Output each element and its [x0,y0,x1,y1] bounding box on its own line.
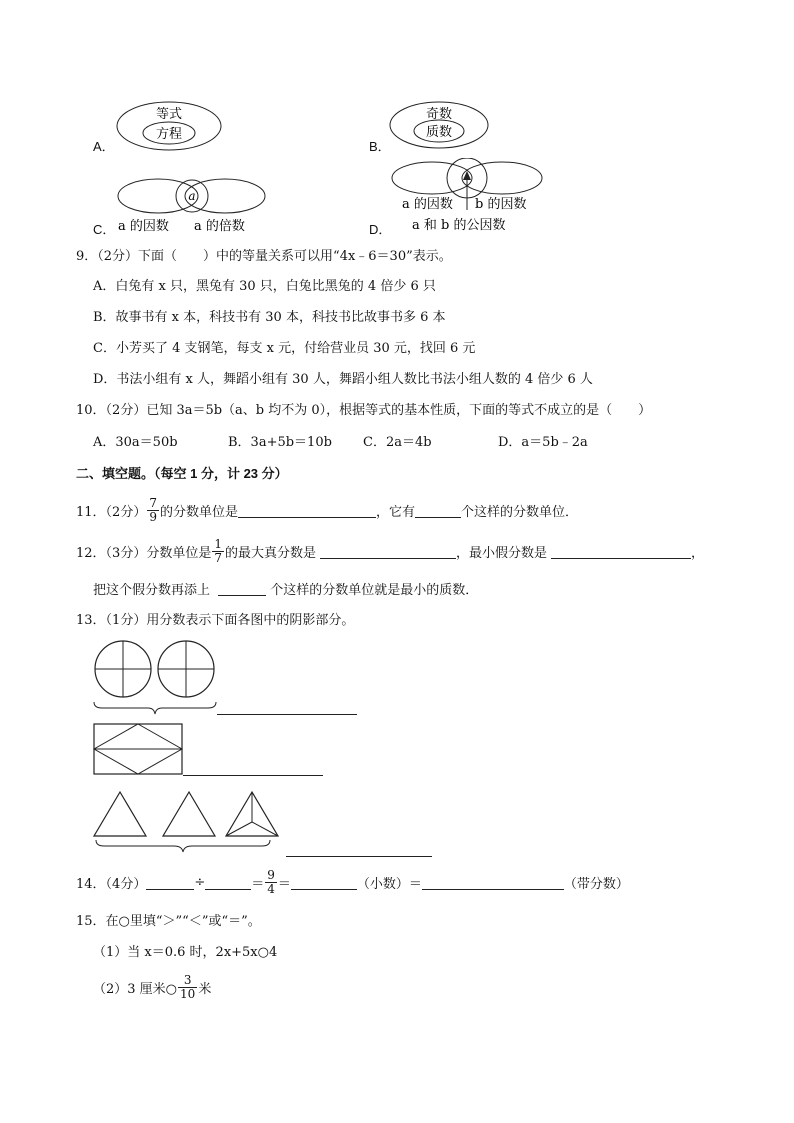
question-9-option-a: A．白兔有 x 只，黑兔有 30 只，白兔比黑兔的 4 倍少 6 只 [93,279,436,294]
question-12-text-3: ， [691,545,705,561]
diagram-d-right-label: b 的因数 [475,197,527,212]
question-14-numerator: 9 [267,867,275,882]
question-14-denominator: 4 [267,881,275,896]
option-a-letter: A． [93,139,115,154]
question-12-text-1: 的最大真分数是 [224,545,316,561]
question-15-fraction [178,974,197,1001]
answer-blank-14d[interactable] [422,875,564,890]
question-14-eq-2: ＝ [277,876,291,892]
question-11-denominator: 9 [149,509,157,524]
question-9-option-b: B．故事书有 x 本，科技书有 30 本，科技书比故事书多 6 本 [93,310,446,325]
question-15-item-1: （1）当 x＝0.6 时，2x+5x○4 [93,945,278,960]
answer-blank-13a[interactable] [217,700,357,715]
question-14-prefix: 14．（4分） [76,876,147,892]
question-11-text-1: 的分数单位是 [159,504,238,520]
question-11-fraction [147,497,159,524]
question-9-stem: 9．（2分）下面（ ）中的等量关系可以用“4x﹣6＝30”表示。 [76,249,452,264]
question-11-numerator: 7 [149,495,157,510]
question-15-item-2 [93,969,211,1005]
question-15-denominator: 10 [180,986,196,1001]
diagram-prime-in-odd [388,100,490,150]
question-15-stem: 15．在○里填“＞”“＜”或“＝”。 [76,914,261,929]
question-14-mixed-label: （带分数） [563,876,629,892]
diagram-c-right-label: a 的倍数 [194,219,245,234]
question-10-option-c: C．2a＝4b [363,435,432,450]
question-13-stem: 13．（1分）用分数表示下面各图中的阴影部分。 [76,613,355,628]
diagram-common-factor [390,158,550,236]
question-12-text-2: ，最小假分数是 [455,545,547,561]
question-11-text-2: ，它有 [375,504,415,520]
question-15-item-2-suffix: 米 [198,981,212,997]
diagram-factor-multiple [110,176,270,238]
question-12-numerator: 1 [214,536,222,551]
diagram-equation-in-equality [115,100,223,152]
question-14-fraction [265,869,277,896]
answer-blank-11b[interactable] [415,503,461,518]
question-15-item-2-prefix: （2）3 厘米○ [93,981,178,997]
section-2-heading: 二、填空题。（每空 1 分，计 23 分） [76,466,288,481]
answer-blank-13c[interactable] [286,842,432,857]
question-14-decimal-label: （小数）＝ [356,876,422,892]
question-12-fraction [212,538,224,565]
diagram-b-inner-label: 质数 [425,125,453,140]
answer-blank-12c[interactable] [218,581,266,596]
question-12 [76,535,704,567]
question-10-option-b: B．3a+5b＝10b [228,435,332,450]
question-12-line-2b: 个这样的分数单位就是最小的质数． [270,583,479,598]
question-11 [76,494,578,526]
option-b-letter: B． [369,139,391,154]
question-15-numerator: 3 [178,974,197,988]
answer-blank-13b[interactable] [183,761,323,776]
question-12-line-2 [93,581,478,600]
question-12-prefix: 12．（3分）分数单位是 [76,545,212,561]
answer-blank-14a[interactable] [146,875,194,890]
question-10-option-d: D．a＝5b﹣2a [498,435,588,450]
diagram-a-outer-label: 等式 [155,107,183,122]
diagram-d-left-label: a 的因数 [402,197,453,212]
question-10-option-a: A．30a＝50b [93,435,178,450]
figure-two-quartered-circles [88,638,224,716]
diagram-c-center-label: a [188,189,196,203]
question-10-stem: 10．（2分）已知 3a＝5b（a、b 均不为 0），根据等式的基本性质，下面的等式不成立的是（ ） [76,403,652,418]
answer-blank-14c[interactable] [291,875,357,890]
figure-rectangle-rhombus [93,723,183,775]
question-9-option-d: D．书法小组有 x 人，舞蹈小组有 30 人，舞蹈小组人数比书法小组人数的 4 倍少 6 人 [93,372,593,387]
question-11-prefix: 11．（2分） [76,504,147,520]
answer-blank-12b[interactable] [551,544,691,559]
diagram-b-outer-label: 奇数 [425,107,453,122]
question-9-option-c: C．小芳买了 4 支钢笔，每支 x 元，付给营业员 30 元，找回 6 元 [93,341,476,356]
option-c-letter: C． [93,222,116,237]
question-14-eq-1: ＝ [251,876,265,892]
answer-blank-11a[interactable] [238,503,376,518]
question-12-denominator: 7 [214,550,222,565]
diagram-d-bottom-label: a 和 b 的公因数 [412,218,506,233]
question-12-line-2a: 把这个假分数再添上 [93,583,211,598]
question-11-text-3: 个这样的分数单位． [461,504,579,520]
figure-three-triangles [90,788,280,858]
question-14-div: ÷ [194,874,206,890]
diagram-c-left-label: a 的因数 [118,219,169,234]
question-14 [76,866,629,898]
answer-blank-12a[interactable] [320,544,456,559]
option-d-letter: D． [369,222,392,237]
diagram-a-inner-label: 方程 [155,127,183,142]
answer-blank-14b[interactable] [205,875,251,890]
